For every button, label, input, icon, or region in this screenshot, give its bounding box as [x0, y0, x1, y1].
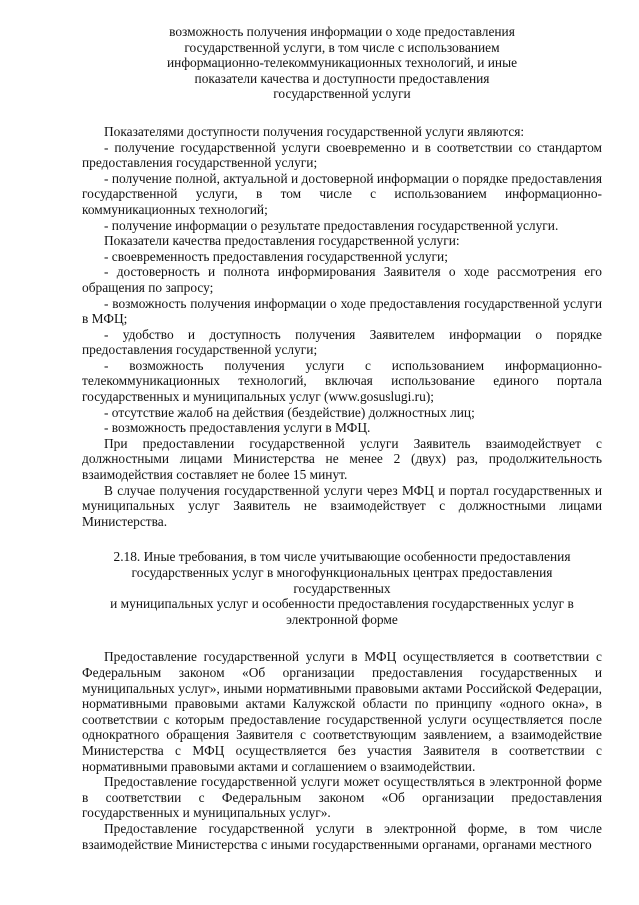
- quality-item: - возможность получения услуги с использованием информационно-телекоммуникационных технологий, включая использование единого портала государственных и муниципальных услуг (www.gosuslugi.ru);: [82, 357, 602, 405]
- electronic-paragraph: Предоставление государственной услуги может осуществляться в электронной форме в соответствии с Федеральным законом «Об организации предоставления государственных и муниципальных услуг».: [82, 774, 602, 821]
- interaction-paragraph: При предоставлении государственной услуги Заявитель взаимодействует с должностными лицами Министерства не менее 2 (двух) раз, продолжительность взаимодействия составляет не более 15 минут.: [82, 435, 602, 483]
- top-heading-line: показатели качества и доступности предоставления: [194, 70, 490, 86]
- electronic-paragraph-2: Предоставление государственной услуги в электронной форме, в том числе взаимодействие Министерства с иными государственными органами, органами местного: [82, 820, 602, 852]
- section-title-line: государственных услуг в многофункциональных центрах предоставления государственных: [131, 565, 553, 596]
- section-title-line: электронной форме: [286, 611, 398, 627]
- top-heading-line: государственной услуги, в том числе с использованием: [184, 39, 500, 55]
- mfc-portal-paragraph: В случае получения государственной услуги через МФЦ и портал государственных и муниципальных услуг Заявитель не взаимодействует с должностными лицами Министерства.: [82, 482, 602, 529]
- section-title: [82, 549, 602, 627]
- quality-item: - достоверность и полнота информирования Заявителя о ходе рассмотрения его обращения по запросу;: [82, 264, 602, 295]
- section-title-line: 2.18. Иные требования, в том числе учитывающие особенности предоставления: [113, 549, 571, 565]
- top-heading-line: возможность получения информации о ходе предоставления: [169, 24, 515, 39]
- availability-item: - получение информации о результате предоставления государственной услуги.: [104, 217, 559, 233]
- mfc-paragraph: Предоставление государственной услуги в МФЦ осуществляется в соответствии с Федеральным законом «Об организации предоставления государственных и муниципальных услуг», иными нормативными правовыми актами Российской Федерации, нормативными правовыми актами Калужской области по принципу «одного окна», в соответствии с которым предоставление государственной услуги осуществляется после однократного обращения Заявителя с соответствующим заявлением, а взаимодействие Министерства с МФЦ осуществляется без участия Заявителя в соответствии с нормативными правовыми актами и соглашением о взаимодействии.: [82, 649, 602, 774]
- quality-intro: Показатели качества предоставления государственной услуги:: [104, 233, 460, 249]
- quality-item: - отсутствие жалоб на действия (бездействие) должностных лиц;: [104, 404, 475, 420]
- section-title-line: и муниципальных услуг и особенности предоставления государственных услуг в: [110, 596, 574, 612]
- top-heading-line: государственной услуги: [273, 86, 411, 102]
- spacer: [82, 529, 602, 549]
- availability-item: - получение государственной услуги своевременно и в соответствии со стандартом предоставления государственной услуги;: [82, 139, 602, 171]
- top-heading: [82, 24, 602, 102]
- quality-item: - возможность получения информации о ходе предоставления государственной услуги в МФЦ;: [82, 295, 602, 327]
- availability-item: - получение полной, актуальной и достоверной информации о порядке предоставления государственной услуги, в том числе с использованием информационно-коммуникационных технологий;: [82, 170, 602, 217]
- quality-item: - удобство и доступность получения Заявителем информации о порядке предоставления государственной услуги;: [82, 326, 602, 358]
- quality-item: - возможность предоставления услуги в МФЦ.: [104, 420, 371, 436]
- availability-intro: Показателями доступности получения государственной услуги являются:: [104, 123, 525, 139]
- quality-item: - своевременность предоставления государственной услуги;: [104, 248, 448, 264]
- top-heading-line: информационно-телекоммуникационных технологий, и иные: [166, 55, 518, 71]
